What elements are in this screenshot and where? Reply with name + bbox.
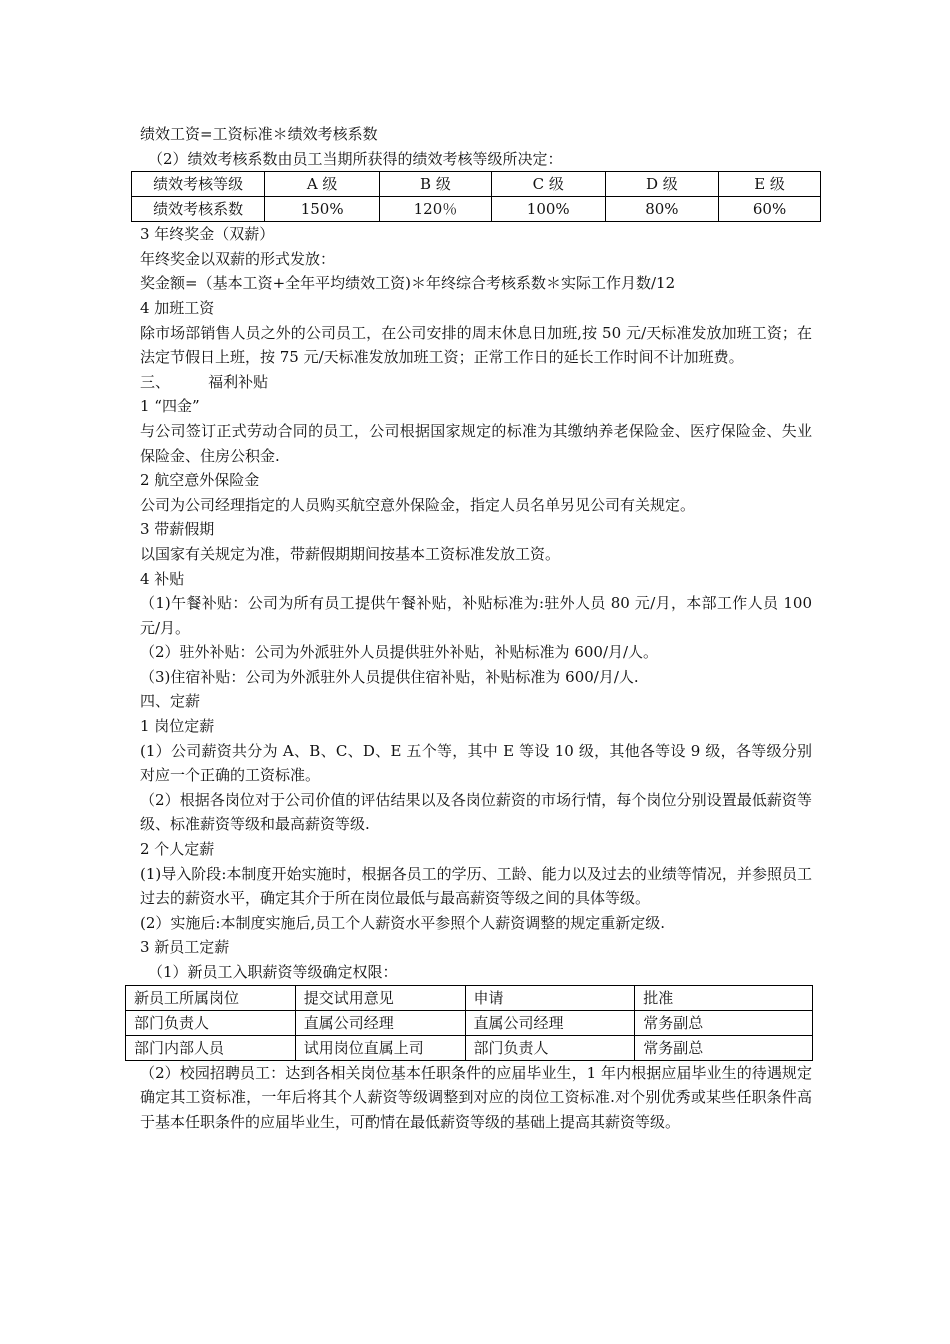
table-cell: 150% [265, 197, 380, 222]
section-heading: 3 带薪假期 [140, 520, 215, 539]
table-row [126, 985, 813, 1010]
table-cell: 部门负责人 [465, 1035, 635, 1060]
table-cell: 申请 [465, 985, 635, 1010]
table-row [126, 1035, 813, 1060]
document-page [134, 122, 817, 1134]
paragraph: （2）驻外补贴：公司为外派驻外人员提供驻外补贴，补贴标准为 600/月/人。 [140, 643, 659, 662]
table-cell: 60% [719, 197, 821, 222]
paragraph: （3)住宿补贴：公司为外派驻外人员提供住宿补贴，补贴标准为 600/月/人. [140, 667, 639, 686]
table-cell: 批准 [635, 985, 813, 1010]
performance-grade-table [131, 171, 821, 222]
paragraph: 公司为公司经理指定的人员购买航空意外保险金，指定人员名单另见公司有关规定。 [140, 495, 696, 514]
section-heading: 4 补贴 [140, 569, 185, 588]
table-cell: 新员工所属岗位 [126, 985, 296, 1010]
chapter-heading: 四、定薪 [140, 692, 201, 711]
table-cell: A 级 [265, 172, 380, 197]
paragraph: （2）校园招聘员工：达到各相关岗位基本任职条件的应届毕业生，1 年内根据应届毕业生的待遇规定确定其工资标准，一年后将其个人薪资等级调整到对应的岗位工资标准.对个别优秀或某些任职条件高于基本任职条件的应届毕业生，可酌情在最低薪资等级的基础上提高其薪资等级。 [140, 1063, 812, 1131]
chapter-heading: 三、 福利补贴 [140, 372, 269, 391]
paragraph: 与公司签订正式劳动合同的员工，公司根据国家规定的标准为其缴纳养老保险金、医疗保险金、失业保险金、住房公积金. [140, 421, 812, 465]
table-cell: 部门负责人 [126, 1010, 296, 1035]
formula-line: 奖金额=（基本工资+全年平均绩效工资)＊年终综合考核系数＊实际工作月数/12 [140, 274, 676, 293]
table-cell: 100% [491, 197, 605, 222]
table-cell: E 级 [719, 172, 821, 197]
paragraph: (1）公司薪资共分为 A、B、C、D、E 五个等，其中 E 等设 10 级，其他各等设 9 级，各等级分别对应一个正确的工资标准。 [140, 741, 812, 785]
section-heading: 1 “四金” [140, 397, 200, 416]
table-cell: C 级 [491, 172, 605, 197]
table-cell: B 级 [380, 172, 492, 197]
section-heading: 2 个人定薪 [140, 840, 215, 859]
table-cell: 部门内部人员 [126, 1035, 296, 1060]
paragraph: （2）绩效考核系数由员工当期所获得的绩效考核等级所决定： [148, 149, 563, 168]
new-employee-approval-table [125, 985, 813, 1061]
table-row [126, 1010, 813, 1035]
paragraph: (2）实施后:本制度实施后,员工个人薪资水平参照个人薪资调整的规定重新定级. [140, 913, 665, 932]
paragraph: 以国家有关规定为准，带薪假期期间按基本工资标准发放工资。 [140, 544, 561, 563]
paragraph: (1)导入阶段:本制度开始实施时，根据各员工的学历、工龄、能力以及过去的业绩等情况，并参照员工过去的薪资水平，确定其介于所在岗位最低与最高薪资等级之间的具体等级。 [140, 864, 812, 908]
paragraph: 除市场部销售人员之外的公司员工，在公司安排的周末休息日加班,按 50 元/天标准发放加班工资；在法定节假日上班，按 75 元/天标准发放加班工资；正常工作日的延长工作时间不计加班费。 [140, 323, 812, 367]
formula-line: 绩效工资=工资标准＊绩效考核系数 [140, 125, 378, 143]
table-cell: 直属公司经理 [465, 1010, 635, 1035]
table-cell: 直属公司经理 [295, 1010, 465, 1035]
section-heading: 3 年终奖金（双薪） [140, 225, 275, 244]
table-row [132, 172, 821, 197]
section-heading: 2 航空意外保险金 [140, 471, 260, 490]
table-cell: 提交试用意见 [295, 985, 465, 1010]
section-heading: 3 新员工定薪 [140, 938, 230, 957]
table-cell: 常务副总 [635, 1035, 813, 1060]
paragraph: 年终奖金以双薪的形式发放： [140, 249, 336, 268]
section-heading: 4 加班工资 [140, 298, 215, 317]
table-row [132, 197, 821, 222]
paragraph: （1)午餐补贴：公司为所有员工提供午餐补贴，补贴标准为:驻外人员 80 元/月，本部工作人员 100 元/月。 [140, 594, 817, 637]
table-cell: 80% [605, 197, 718, 222]
section-heading: 1 岗位定薪 [140, 717, 215, 736]
paragraph: （1）新员工入职薪资等级确定权限： [148, 963, 398, 981]
table-cell: D 级 [605, 172, 718, 197]
table-cell: 120％ [380, 197, 492, 222]
table-cell: 常务副总 [635, 1010, 813, 1035]
table-cell: 绩效考核系数 [132, 197, 265, 222]
table-cell: 试用岗位直属上司 [295, 1035, 465, 1060]
table-cell: 绩效考核等级 [132, 172, 265, 197]
paragraph: （2）根据各岗位对于公司价值的评估结果以及各岗位薪资的市场行情，每个岗位分别设置最低薪资等级、标准薪资等级和最高薪资等级. [140, 790, 812, 834]
